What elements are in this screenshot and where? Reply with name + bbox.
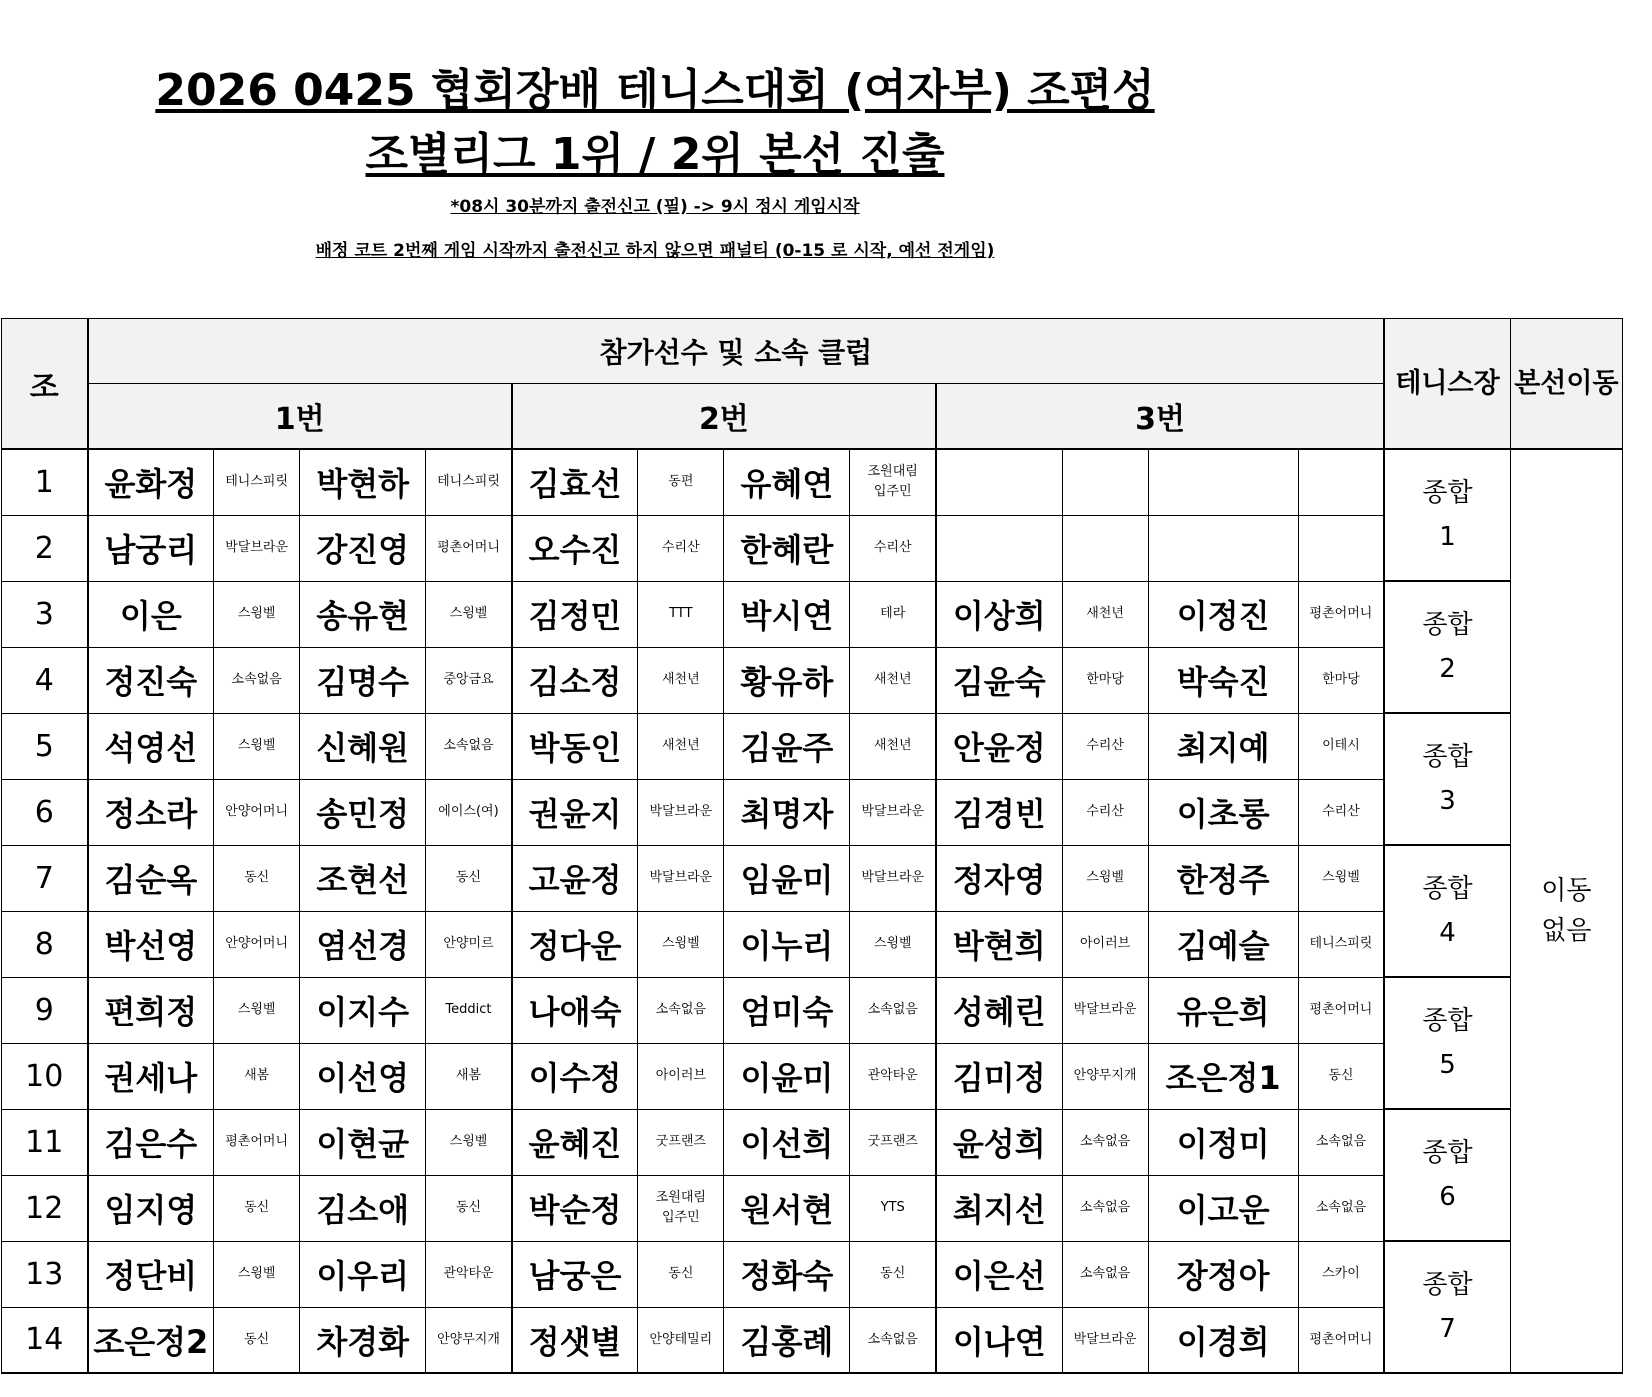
player-club: 소속없음 <box>1062 1109 1148 1175</box>
player-name: 임지영 <box>88 1175 214 1241</box>
player-club: 새천년 <box>638 713 724 779</box>
player-name: 고윤정 <box>512 845 638 911</box>
player-club: 동편 <box>638 449 724 515</box>
player-club: 수리산 <box>1062 779 1148 845</box>
player-club <box>1298 449 1384 515</box>
player-name: 정화숙 <box>724 1241 850 1307</box>
player-name: 이현균 <box>300 1109 426 1175</box>
player-club: 테니스피릿 <box>426 449 512 515</box>
player-name: 송유현 <box>300 581 426 647</box>
table-row <box>2 845 1623 911</box>
player-club: 안양테밀리 <box>638 1307 724 1373</box>
player-club: 굿프랜즈 <box>638 1109 724 1175</box>
player-club: 새봄 <box>214 1043 300 1109</box>
player-club: 평촌어머니 <box>1298 1307 1384 1373</box>
group-table <box>1 318 1623 1374</box>
player-club: 동신 <box>638 1241 724 1307</box>
player-club: 스윙벨 <box>638 911 724 977</box>
group-number: 11 <box>2 1109 88 1175</box>
table-row <box>2 449 1623 515</box>
player-name: 편희정 <box>88 977 214 1043</box>
table-row <box>2 515 1623 581</box>
player-name: 박선영 <box>88 911 214 977</box>
court-number: 2 <box>1439 654 1456 684</box>
header-group: 조 <box>2 319 88 450</box>
player-name: 유혜연 <box>724 449 850 515</box>
table-row <box>2 581 1623 647</box>
group-number: 9 <box>2 977 88 1043</box>
player-name: 이나연 <box>936 1307 1062 1373</box>
player-club: 소속없음 <box>1298 1175 1384 1241</box>
player-club: 새천년 <box>1062 581 1148 647</box>
court-number: 7 <box>1439 1314 1456 1344</box>
court-number: 4 <box>1439 918 1456 948</box>
table-header <box>2 319 1623 450</box>
player-club: 동신 <box>426 1175 512 1241</box>
player-name <box>1148 515 1298 581</box>
court-label: 종합 <box>1422 1006 1473 1036</box>
player-name: 권윤지 <box>512 779 638 845</box>
player-club: 수리산 <box>1298 779 1384 845</box>
table-row <box>2 1109 1623 1175</box>
player-name: 정진숙 <box>88 647 214 713</box>
player-name: 나애숙 <box>512 977 638 1043</box>
player-club: 테라 <box>850 581 936 647</box>
table-row <box>2 911 1623 977</box>
player-club: 굿프랜즈 <box>850 1109 936 1175</box>
player-club: 수리산 <box>850 515 936 581</box>
court-number: 5 <box>1439 1050 1456 1080</box>
checkin-note: *08시 30분까지 출전신고 (필) -> 9시 정시 게임시작 <box>450 197 860 217</box>
player-name: 이은 <box>88 581 214 647</box>
player-name: 김소정 <box>512 647 638 713</box>
player-club: 새천년 <box>850 647 936 713</box>
player-club: 스윙벨 <box>1298 845 1384 911</box>
move-value: 이동 없음 <box>1541 876 1592 946</box>
player-name: 유은희 <box>1148 977 1298 1043</box>
player-club: 소속없음 <box>426 713 512 779</box>
player-name: 성혜린 <box>936 977 1062 1043</box>
court-cell <box>1384 713 1510 845</box>
player-name: 박시연 <box>724 581 850 647</box>
player-name: 김윤숙 <box>936 647 1062 713</box>
group-number: 1 <box>2 449 88 515</box>
player-name: 최명자 <box>724 779 850 845</box>
court-label: 종합 <box>1422 874 1473 904</box>
header-court-label: 테니스장 <box>1395 367 1500 399</box>
player-name: 김예슬 <box>1148 911 1298 977</box>
player-club: 소속없음 <box>1062 1241 1148 1307</box>
player-name: 한혜란 <box>724 515 850 581</box>
player-name: 박순정 <box>512 1175 638 1241</box>
player-club: 동신 <box>426 845 512 911</box>
player-name: 이수정 <box>512 1043 638 1109</box>
player-club: 동신 <box>850 1241 936 1307</box>
header-player1: 1번 <box>88 384 512 450</box>
player-club: 동신 <box>1298 1043 1384 1109</box>
header-player3: 3번 <box>936 384 1384 450</box>
player-club: 박달브라운 <box>638 845 724 911</box>
player-club: 평촌어머니 <box>1298 977 1384 1043</box>
player-name: 정샛별 <box>512 1307 638 1373</box>
player-name: 조은정1 <box>1148 1043 1298 1109</box>
court-cell <box>1384 1241 1510 1373</box>
player-club: 새봄 <box>426 1043 512 1109</box>
player-name: 이고운 <box>1148 1175 1298 1241</box>
player-name: 김윤주 <box>724 713 850 779</box>
player-name: 안윤정 <box>936 713 1062 779</box>
court-label: 종합 <box>1422 610 1473 640</box>
player-club: 관악타운 <box>850 1043 936 1109</box>
player-club: 소속없음 <box>214 647 300 713</box>
player-club: 안양어머니 <box>214 911 300 977</box>
group-number: 8 <box>2 911 88 977</box>
player-club: 스윙벨 <box>426 581 512 647</box>
page-subtitle: 조별리그 1위 / 2위 본선 진출 <box>365 129 945 180</box>
header-court <box>1384 319 1510 450</box>
group-number: 3 <box>2 581 88 647</box>
player-club: 소속없음 <box>1062 1175 1148 1241</box>
court-cell <box>1384 581 1510 713</box>
player-name: 김은수 <box>88 1109 214 1175</box>
player-name: 정자영 <box>936 845 1062 911</box>
player-name: 엄미숙 <box>724 977 850 1043</box>
player-club: 동신 <box>214 1307 300 1373</box>
group-number: 2 <box>2 515 88 581</box>
player-name: 정단비 <box>88 1241 214 1307</box>
player-name: 남궁리 <box>88 515 214 581</box>
player-club: 평촌어머니 <box>426 515 512 581</box>
player-name: 이윤미 <box>724 1043 850 1109</box>
player-name: 이초롱 <box>1148 779 1298 845</box>
player-club: 스윙벨 <box>426 1109 512 1175</box>
player-name: 윤성희 <box>936 1109 1062 1175</box>
player-name: 조현선 <box>300 845 426 911</box>
penalty-note: 배정 코트 2번째 게임 시작까지 출전신고 하지 않으면 패널티 (0-15 로 시작, 예선 전게임) <box>315 241 995 261</box>
player-name: 정다운 <box>512 911 638 977</box>
player-name: 염선경 <box>300 911 426 977</box>
player-club: 동신 <box>214 1175 300 1241</box>
player-name: 장정아 <box>1148 1241 1298 1307</box>
player-club: 중앙금요 <box>426 647 512 713</box>
player-club: 평촌어머니 <box>1298 581 1384 647</box>
player-name: 이상희 <box>936 581 1062 647</box>
player-club: 소속없음 <box>1298 1109 1384 1175</box>
group-number: 12 <box>2 1175 88 1241</box>
player-club <box>1298 515 1384 581</box>
player-club <box>1062 449 1148 515</box>
table-row <box>2 1043 1623 1109</box>
player-name: 한정주 <box>1148 845 1298 911</box>
player-name <box>1148 449 1298 515</box>
player-club: 테니스피릿 <box>214 449 300 515</box>
table-row <box>2 713 1623 779</box>
player-club <box>1062 515 1148 581</box>
player-name: 남궁은 <box>512 1241 638 1307</box>
player-club: YTS <box>850 1175 936 1241</box>
player-club: 안양무지개 <box>1062 1043 1148 1109</box>
player-club: 테니스피릿 <box>1298 911 1384 977</box>
player-name: 정소라 <box>88 779 214 845</box>
player-name: 이정미 <box>1148 1109 1298 1175</box>
player-name: 박동인 <box>512 713 638 779</box>
player-club: 안양무지개 <box>426 1307 512 1373</box>
player-club: 수리산 <box>638 515 724 581</box>
player-club: 스윙벨 <box>214 1241 300 1307</box>
player-name: 김홍례 <box>724 1307 850 1373</box>
player-club: 소속없음 <box>850 977 936 1043</box>
player-club: Teddict <box>426 977 512 1043</box>
player-name: 윤화정 <box>88 449 214 515</box>
group-number: 7 <box>2 845 88 911</box>
player-name <box>936 449 1062 515</box>
player-name: 원서현 <box>724 1175 850 1241</box>
player-club: 조원대림 입주민 <box>850 449 936 515</box>
player-name: 임윤미 <box>724 845 850 911</box>
player-club: 조원대림 입주민 <box>638 1175 724 1241</box>
player-club: 동신 <box>214 845 300 911</box>
table-row <box>2 1307 1623 1373</box>
player-club: 스윙벨 <box>214 977 300 1043</box>
header-move-label: 본선이동 <box>1514 367 1619 399</box>
player-name: 이정진 <box>1148 581 1298 647</box>
table-row <box>2 779 1623 845</box>
court-cell <box>1384 977 1510 1109</box>
player-name: 김미정 <box>936 1043 1062 1109</box>
player-club: 스카이 <box>1298 1241 1384 1307</box>
court-label: 종합 <box>1422 742 1473 772</box>
player-name: 황유하 <box>724 647 850 713</box>
player-club: 스윙벨 <box>1062 845 1148 911</box>
group-number: 13 <box>2 1241 88 1307</box>
player-name: 송민정 <box>300 779 426 845</box>
table-row <box>2 1175 1623 1241</box>
move-cell <box>1510 449 1622 1373</box>
player-name: 김효선 <box>512 449 638 515</box>
page-title: 2026 0425 협회장배 테니스대회 (여자부) 조편성 <box>155 65 1155 116</box>
player-club: 새천년 <box>850 713 936 779</box>
player-club: 안양어머니 <box>214 779 300 845</box>
player-name: 이누리 <box>724 911 850 977</box>
player-name: 차경화 <box>300 1307 426 1373</box>
court-number: 1 <box>1439 522 1456 552</box>
player-club: 박달브라운 <box>850 845 936 911</box>
player-name: 김경빈 <box>936 779 1062 845</box>
player-name: 석영선 <box>88 713 214 779</box>
player-club: 아이러브 <box>1062 911 1148 977</box>
player-club: TTT <box>638 581 724 647</box>
player-club: 한마당 <box>1298 647 1384 713</box>
player-name: 조은정2 <box>88 1307 214 1373</box>
player-club: 이테시 <box>1298 713 1384 779</box>
header-player2: 2번 <box>512 384 936 450</box>
player-club: 평촌어머니 <box>214 1109 300 1175</box>
player-club: 새천년 <box>638 647 724 713</box>
player-club: 박달브라운 <box>638 779 724 845</box>
player-name: 이선영 <box>300 1043 426 1109</box>
court-cell <box>1384 845 1510 977</box>
header-move <box>1510 319 1622 450</box>
court-label: 종합 <box>1422 1270 1473 1300</box>
player-club: 한마당 <box>1062 647 1148 713</box>
court-number: 6 <box>1439 1182 1456 1212</box>
group-number: 14 <box>2 1307 88 1373</box>
player-club: 스윙벨 <box>850 911 936 977</box>
player-name: 최지선 <box>936 1175 1062 1241</box>
header-players: 참가선수 및 소속 클럽 <box>88 319 1385 384</box>
court-number: 3 <box>1439 786 1456 816</box>
court-label: 종합 <box>1422 1138 1473 1168</box>
player-name: 김순옥 <box>88 845 214 911</box>
table-row <box>2 1241 1623 1307</box>
group-number: 6 <box>2 779 88 845</box>
player-name <box>936 515 1062 581</box>
player-name: 강진영 <box>300 515 426 581</box>
player-name: 김정민 <box>512 581 638 647</box>
player-club: 수리산 <box>1062 713 1148 779</box>
player-club: 박달브라운 <box>1062 977 1148 1043</box>
player-name: 이경희 <box>1148 1307 1298 1373</box>
player-name: 김명수 <box>300 647 426 713</box>
court-cell <box>1384 1109 1510 1241</box>
court-cell <box>1384 449 1510 581</box>
player-name: 신혜원 <box>300 713 426 779</box>
court-label: 종합 <box>1422 478 1473 508</box>
player-name: 윤혜진 <box>512 1109 638 1175</box>
group-number: 4 <box>2 647 88 713</box>
player-name: 박숙진 <box>1148 647 1298 713</box>
group-number: 10 <box>2 1043 88 1109</box>
player-club: 소속없음 <box>638 977 724 1043</box>
player-club: 에이스(여) <box>426 779 512 845</box>
player-name: 최지예 <box>1148 713 1298 779</box>
player-club: 스윙벨 <box>214 713 300 779</box>
player-name: 이우리 <box>300 1241 426 1307</box>
player-name: 이선희 <box>724 1109 850 1175</box>
player-name: 이은선 <box>936 1241 1062 1307</box>
player-club: 소속없음 <box>850 1307 936 1373</box>
player-club: 스윙벨 <box>214 581 300 647</box>
group-number: 5 <box>2 713 88 779</box>
player-club: 박달브라운 <box>850 779 936 845</box>
player-club: 아이러브 <box>638 1043 724 1109</box>
player-club: 안양미르 <box>426 911 512 977</box>
player-club: 박달브라운 <box>1062 1307 1148 1373</box>
player-name: 박현하 <box>300 449 426 515</box>
player-name: 박현희 <box>936 911 1062 977</box>
player-name: 권세나 <box>88 1043 214 1109</box>
player-name: 김소애 <box>300 1175 426 1241</box>
player-club: 박달브라운 <box>214 515 300 581</box>
table-row <box>2 977 1623 1043</box>
player-name: 오수진 <box>512 515 638 581</box>
player-club: 관악타운 <box>426 1241 512 1307</box>
table-body <box>2 449 1623 1373</box>
player-name: 이지수 <box>300 977 426 1043</box>
table-row <box>2 647 1623 713</box>
